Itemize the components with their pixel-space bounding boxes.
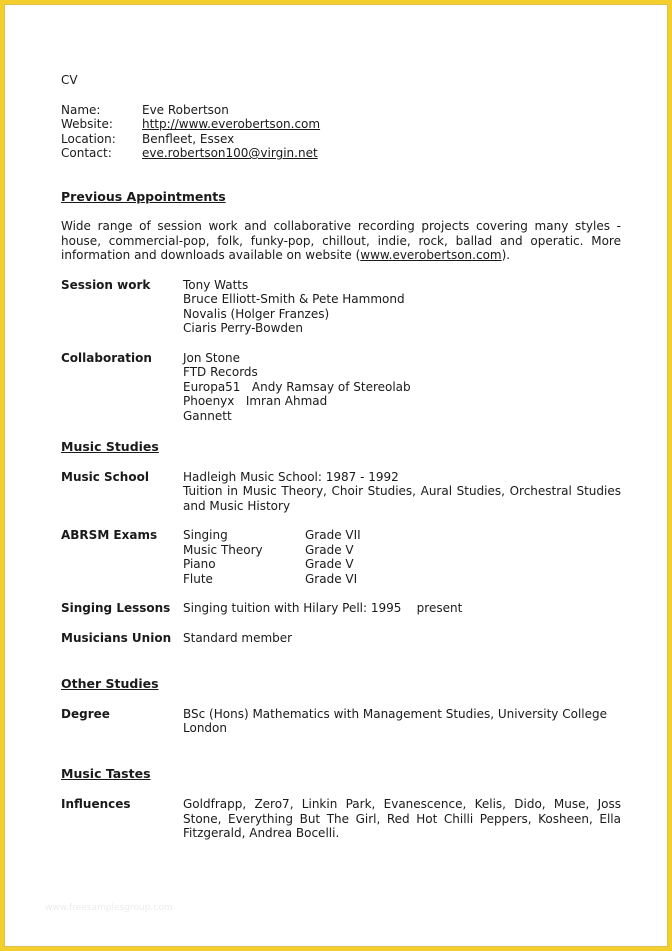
influences-value: Goldfrapp, Zero7, Linkin Park, Evanescence, Kelis, Dido, Muse, Joss Stone, Everything But The Girl, Red Hot Chilli Peppers, Kosheen, Ella Fitzgerald, Andrea Bocelli. bbox=[183, 797, 621, 840]
contact-label: Location: bbox=[61, 131, 116, 146]
music-school-row bbox=[61, 470, 621, 514]
exam-subject: Singing bbox=[183, 528, 228, 542]
list-item: Gannett bbox=[183, 408, 232, 423]
music-school-details bbox=[183, 470, 621, 514]
contact-row-location bbox=[61, 132, 621, 147]
list-item: Jon Stone bbox=[183, 350, 240, 365]
email-link[interactable]: eve.robertson100@virgin.net bbox=[142, 146, 318, 160]
watermark: www.freesamplesgroup.com bbox=[45, 903, 173, 913]
degree-value: BSc (Hons) Mathematics with Management Studies, University College London bbox=[183, 706, 607, 735]
influences-row bbox=[61, 797, 621, 841]
row-label: Singing Lessons bbox=[61, 601, 171, 615]
singing-lessons-value: Singing tuition with Hilary Pell: 1995 present bbox=[183, 601, 463, 615]
exam-grade: Grade V bbox=[305, 542, 354, 557]
exam-grade: Grade V bbox=[305, 557, 354, 571]
row-label: Music School bbox=[61, 469, 149, 484]
contact-value: Eve Robertson bbox=[142, 102, 229, 117]
list-item: Tony Watts bbox=[183, 277, 249, 292]
row-label: Musicians Union bbox=[61, 630, 172, 645]
row-label: Collaboration bbox=[61, 350, 152, 365]
singing-lessons-row bbox=[61, 601, 621, 616]
exam-row bbox=[183, 528, 621, 543]
list-item: FTD Records bbox=[183, 365, 258, 379]
collab-list bbox=[183, 351, 621, 424]
contact-label: Website: bbox=[61, 117, 113, 131]
collaboration-row bbox=[61, 351, 621, 424]
exam-subject: Flute bbox=[183, 571, 213, 586]
school-line: Hadleigh Music School: 1987 - 1992 bbox=[183, 469, 399, 484]
list-item: Phoenyx Imran Ahmad bbox=[183, 394, 328, 408]
degree-row bbox=[61, 707, 621, 736]
list-item: Europa51 Andy Ramsay of Stereolab bbox=[183, 379, 411, 394]
contact-row-website bbox=[61, 117, 621, 132]
contact-row-name bbox=[61, 103, 621, 118]
musicians-union-row bbox=[61, 631, 621, 646]
website-link-inline[interactable]: www.everobertson.com bbox=[360, 248, 502, 262]
row-label: Degree bbox=[61, 706, 110, 721]
row-label: ABRSM Exams bbox=[61, 528, 158, 542]
list-item: Bruce Elliott-Smith & Pete Hammond bbox=[183, 292, 405, 306]
previous-intro bbox=[61, 219, 621, 263]
cv-title: CV bbox=[61, 73, 78, 87]
row-label: Influences bbox=[61, 797, 131, 811]
session-list bbox=[183, 278, 621, 336]
abrsm-row bbox=[61, 528, 621, 586]
cv-content bbox=[61, 73, 621, 841]
exam-subject: Music Theory bbox=[183, 542, 263, 557]
list-item: Ciaris Perry-Bowden bbox=[183, 321, 304, 335]
section-heading-music-tastes: Music Tastes bbox=[61, 765, 151, 781]
website-link[interactable]: http://www.everobertson.com bbox=[142, 117, 321, 131]
intro-text: Wide range of session work and collaborative recording projects covering many styles - house, commercial-pop, folk, funky-pop, chillout, indie, rock, ballad and operatic. More information and downloads available on website ( bbox=[61, 219, 621, 262]
exam-list bbox=[183, 528, 621, 586]
contact-row-email bbox=[61, 146, 621, 161]
section-heading-other-studies: Other Studies bbox=[61, 676, 159, 691]
exam-grade: Grade VI bbox=[305, 571, 358, 586]
school-tuition: Tuition in Music Theory, Choir Studies, Aural Studies, Orchestral Studies and Music History bbox=[183, 484, 621, 513]
intro-text-end: ). bbox=[501, 248, 511, 262]
contact-label: Name: bbox=[61, 102, 101, 117]
exam-row bbox=[183, 543, 621, 558]
exam-grade: Grade VII bbox=[305, 528, 361, 542]
exam-row bbox=[183, 557, 621, 572]
session-work-row bbox=[61, 278, 621, 336]
cv-page bbox=[4, 4, 668, 947]
list-item: Novalis (Holger Franzes) bbox=[183, 306, 330, 321]
exam-subject: Piano bbox=[183, 557, 216, 571]
contact-label: Contact: bbox=[61, 146, 112, 160]
contact-block bbox=[61, 103, 621, 161]
row-label: Session work bbox=[61, 277, 151, 292]
contact-value: Benfleet, Essex bbox=[142, 131, 235, 146]
section-heading-previous-appointments: Previous Appointments bbox=[61, 188, 226, 204]
union-value: Standard member bbox=[183, 630, 293, 645]
section-heading-music-studies: Music Studies bbox=[61, 439, 159, 454]
exam-row bbox=[183, 572, 621, 587]
